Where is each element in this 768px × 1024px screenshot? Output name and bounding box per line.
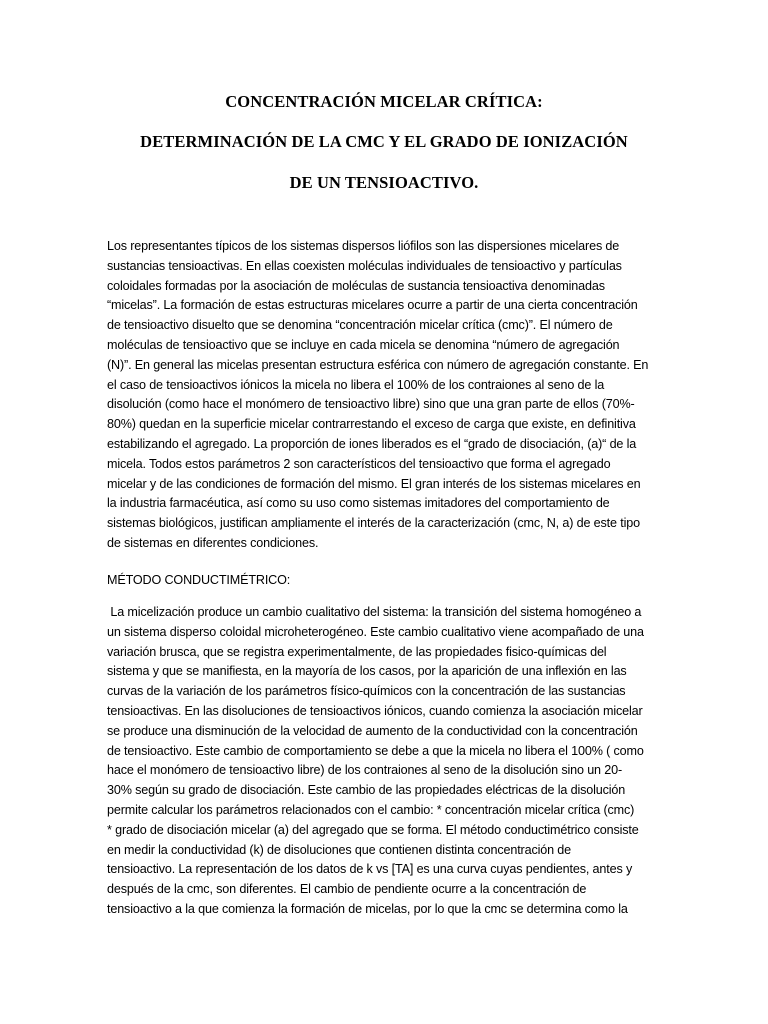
paragraph-line: el caso de tensioactivos iónicos la micela no libera el 100% de los contraiones al seno de la <box>107 377 605 392</box>
paragraph-line: variación brusca, que se registra experimentalmente, de las propiedades fisico-químicas del <box>107 644 607 659</box>
paragraph-line: La micelización produce un cambio cualitativo del sistema: la transición del sistema homogéneo a <box>107 605 642 619</box>
paragraph-line: “micelas”. La formación de estas estructuras micelares ocurre a partir de una cierta concentración <box>107 298 638 313</box>
paragraph-line: micelar y de las condiciones de formación del mismo. El gran interés de los sistemas micelares en <box>107 476 641 491</box>
paragraph-line: tensioactivas. En las disoluciones de tensioactivos iónicos, cuando comienza la asociación micelar <box>107 703 643 718</box>
paragraph-line: moléculas de tensioactivo que se incluye en cada micela se denomina “número de agregación <box>107 337 620 352</box>
paragraph-line: un sistema disperso coloidal microheterogéneo. Este cambio cualitativo viene acompañado de una <box>107 624 644 639</box>
paragraph-line: la industria farmacéutica, así como su uso como sistemas imitadores del comportamiento de <box>107 496 610 511</box>
paragraph-line: tensioactivo. La representación de los datos de k vs [TA] es una curva cuyas pendientes, antes y <box>107 862 633 877</box>
paragraph-line: de tensioactivo. Este cambio de comportamiento se debe a que la micela no libera el 100% ( como <box>107 743 644 758</box>
title-line-1: CONCENTRACIÓN MICELAR CRÍTICA: <box>225 92 543 111</box>
paragraph-line: permite calcular los parámetros relacionados con el cambio: * concentración micelar crítica (cmc) <box>107 802 635 817</box>
paragraph-line: tensioactivo a la que comienza la formación de micelas, por lo que la cmc se determina como la <box>107 901 628 916</box>
paragraph-line: * grado de disociación micelar (a) del agregado que se forma. El método conductimétrico consiste <box>107 822 639 837</box>
method-paragraph <box>107 603 667 920</box>
intro-paragraph <box>107 237 667 554</box>
paragraph-line: micela. Todos estos parámetros 2 son característicos del tensioactivo que forma el agregado <box>107 456 611 471</box>
paragraph-line: de sistemas en diferentes condiciones. <box>107 535 319 550</box>
paragraph-line: Los representantes típicos de los sistemas dispersos liófilos son las dispersiones micelares de <box>107 239 620 253</box>
section-heading-text: MÉTODO CONDUCTIMÉTRICO: <box>107 573 291 587</box>
paragraph-line: en medir la conductividad (k) de disoluciones que contienen distinta concentración de <box>107 842 572 857</box>
paragraph-line: sistema y que se manifiesta, en la mayoría de los casos, por la aparición de una inflexión en las <box>107 664 627 679</box>
paragraph-line: sistemas biológicos, justifican ampliamente el interés de la caracterización (cmc, N, a) de este tipo <box>107 516 640 531</box>
title-line-2: DETERMINACIÓN DE LA CMC Y EL GRADO DE IONIZACIÓN <box>140 132 628 151</box>
section-heading <box>107 571 667 591</box>
paragraph-line: después de la cmc, son diferentes. El cambio de pendiente ocurre a la concentración de <box>107 882 587 897</box>
paragraph-line: 30% según su grado de disociación. Este cambio de las propiedades eléctricas de la disolución <box>107 783 626 798</box>
paragraph-line: sustancias tensioactivas. En ellas coexisten moléculas individuales de tensioactivo y partículas <box>107 258 622 273</box>
paragraph-line: 80%) quedan en la superficie micelar contrarrestando el exceso de carga que existe, en definitiva <box>107 417 636 432</box>
paragraph-line: coloidales formadas por la asociación de moléculas de sustancia tensioactiva denominadas <box>107 278 605 293</box>
paragraph-line: (N)”. En general las micelas presentan estructura esférica con número de agregación constante. En <box>107 357 649 372</box>
paragraph-line: se produce una disminución de la velocidad de aumento de la conductividad con la concentración <box>107 723 638 738</box>
title-line-3: DE UN TENSIOACTIVO. <box>289 173 479 192</box>
paragraph-line: disolución (como hace el monómero de tensioactivo libre) sino que una gran parte de ellos (70%- <box>107 397 635 412</box>
paragraph-line: estabilizando el agregado. La proporción de iones liberados es el “grado de disociación, (a)“ de la <box>107 436 637 451</box>
paragraph-line: de tensioactivo disuelto que se denomina “concentración micelar crítica (cmc)”. El número de <box>107 318 613 333</box>
paragraph-line: hace el monómero de tensioactivo libre) de los contraiones al seno de la disolución sino un 20- <box>107 763 623 778</box>
paragraph-line: curvas de la variación de los parámetros físico-químicos con la concentración de las sustancias <box>107 684 626 699</box>
